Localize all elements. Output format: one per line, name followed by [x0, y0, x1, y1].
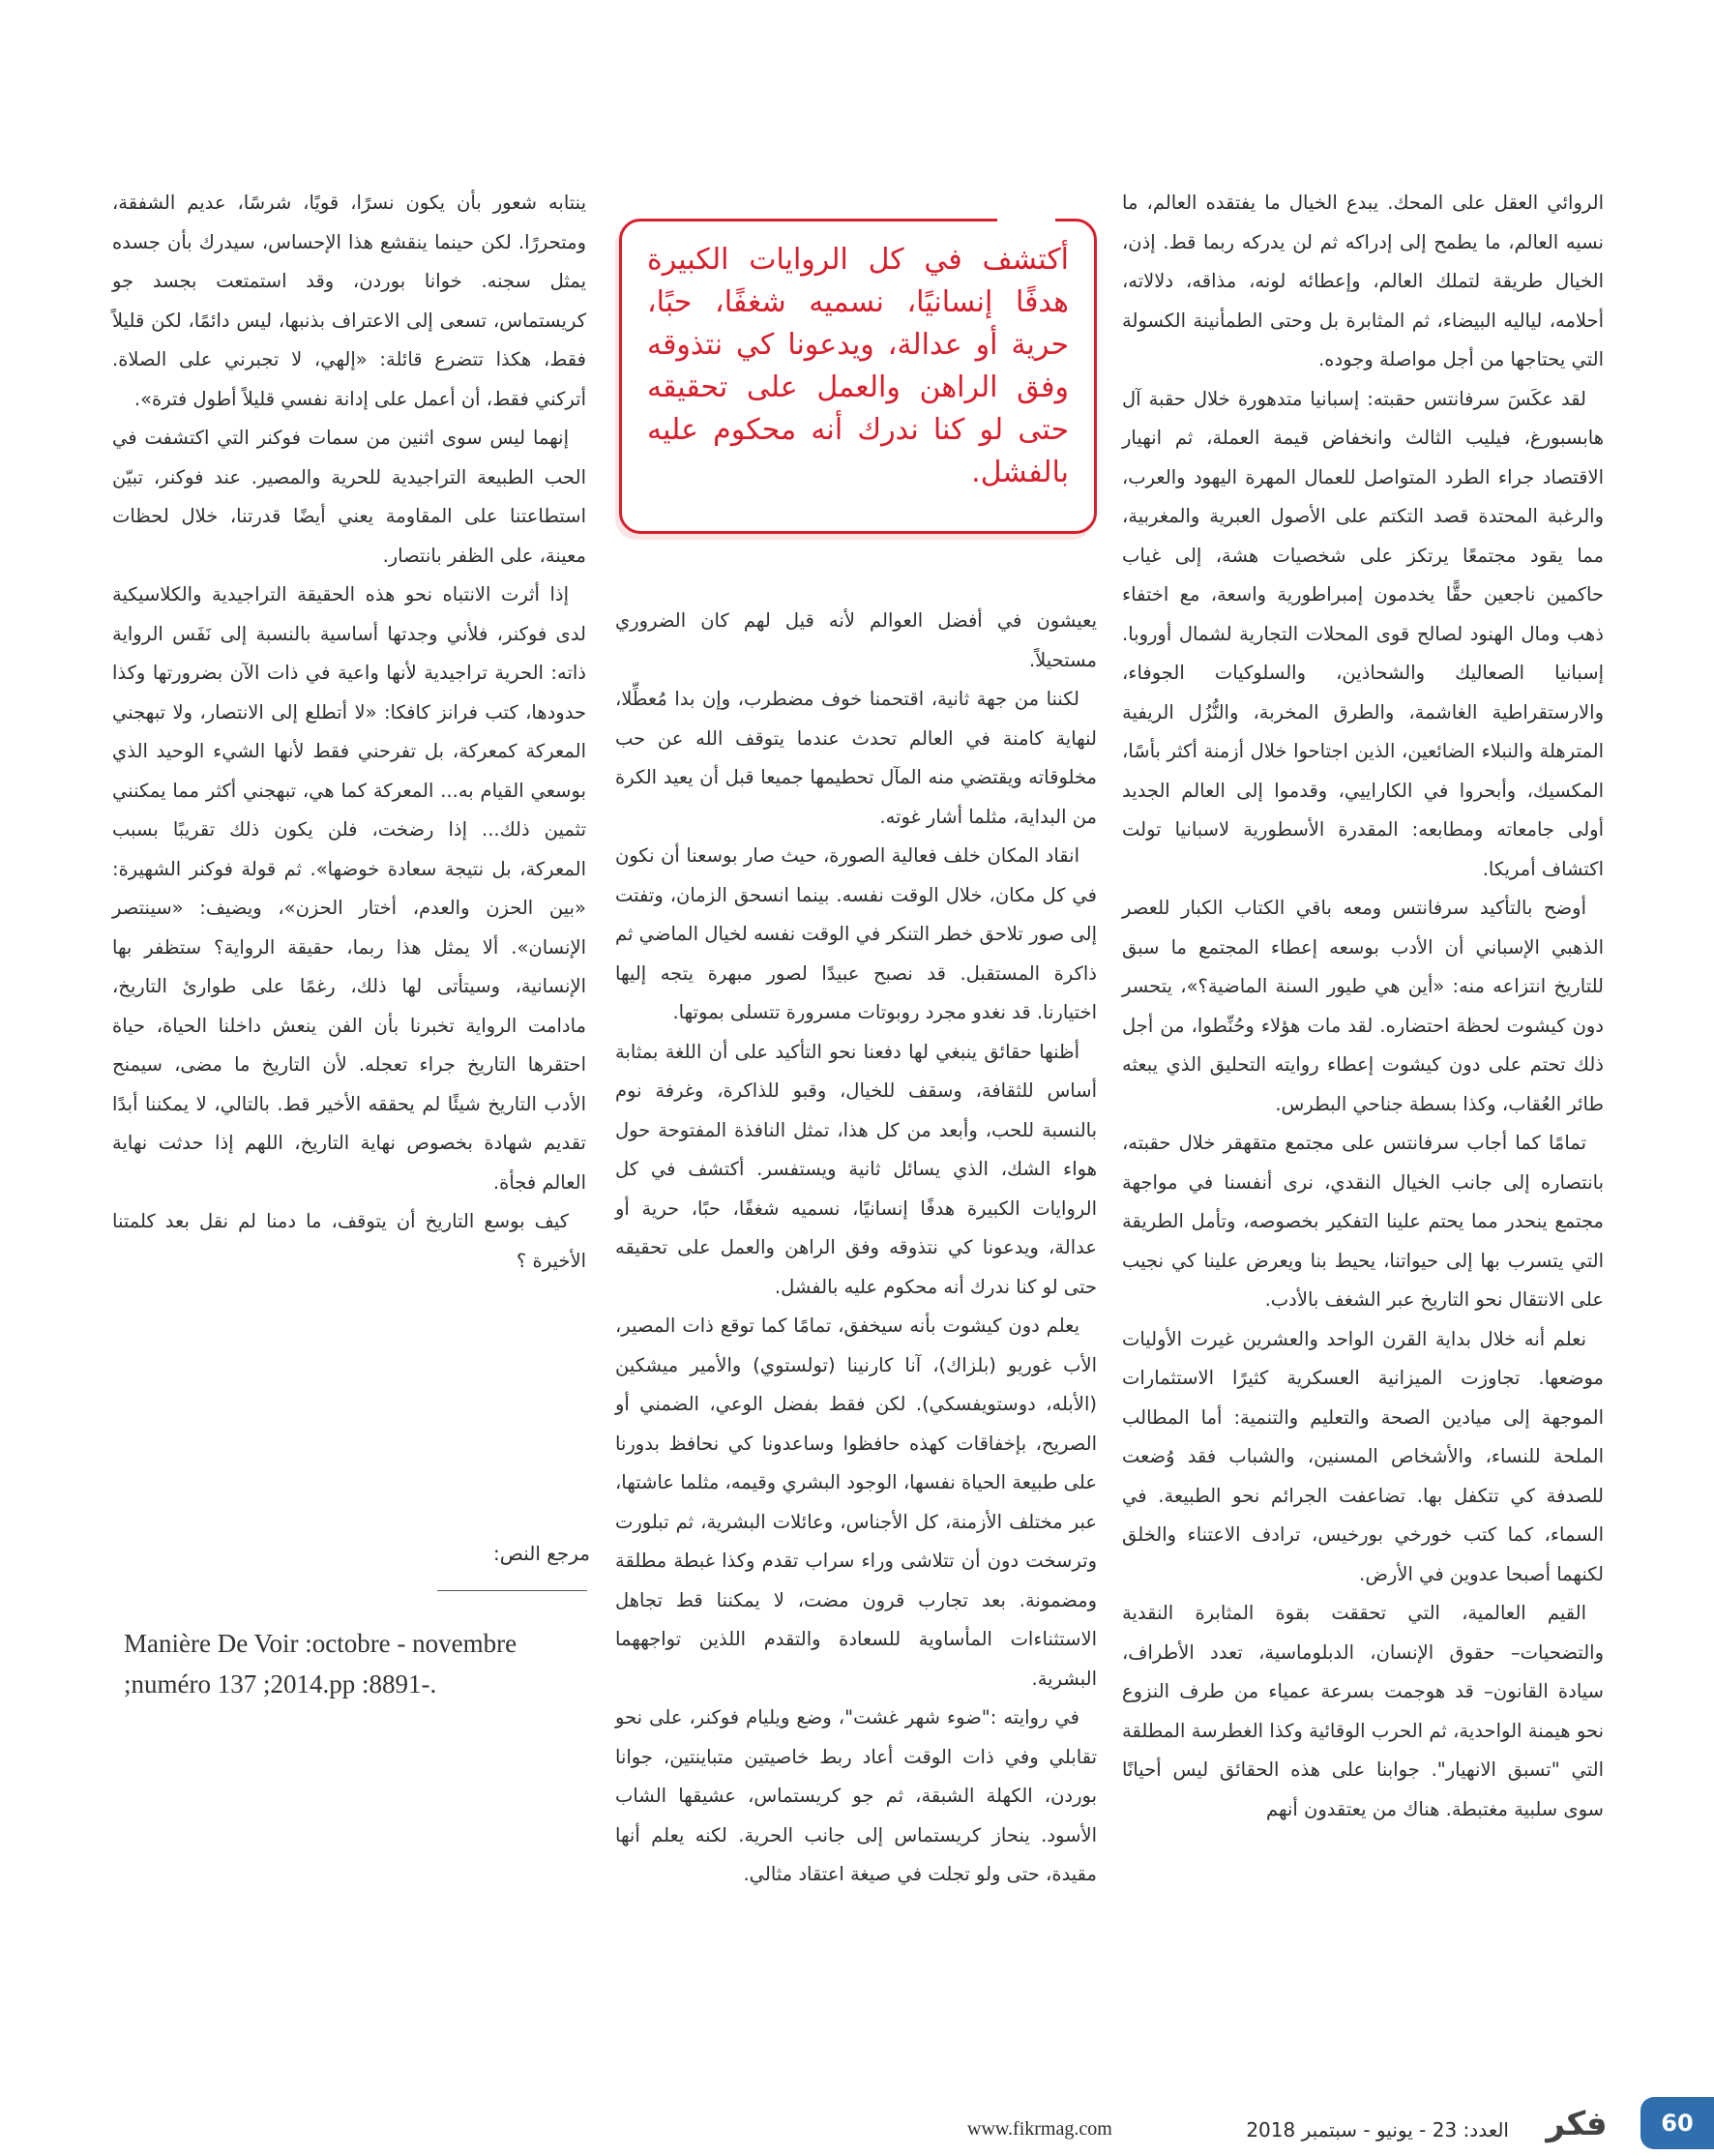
pull-quote-box [619, 219, 1097, 534]
paragraph: انقاد المكان خلف فعالية الصورة، حيث صار بوسعنا أن نكون في كل مكان، خلال الوقت نفسه. بينما انسحق الزمان، وتفتت إلى صور تلاحق خطر التنكر في الوقت نفسه لخيال الماضي ثم ذاكرة المستقبل. قد نصبح عبيدًا لصور مبهرة يتجه إليها اختيارنا. قد نغدو مجرد روبوتات مسرورة تتسلى بموتها. [615, 844, 1097, 1023]
page-number-badge [1640, 2097, 1714, 2149]
paragraph: في روايته :"ضوء شهر غشت"، وضع ويليام فوكنر، على نحو تقابلي وفي ذات الوقت أعاد ربط خاصيتين متباينتين، جوانا بوردن، الكهلة الشبقة، ثم جو كريستماس، عشيقها الشاب الأسود. ينحاز كريستماس إلى جانب الحرية. لكنه يعلم أنها مقيدة، حتى ولو تجلت في صيغة اعتقاد مثالي. [615, 1706, 1097, 1885]
article-column-right [1122, 184, 1604, 1829]
pull-quote-text: أكتشف في كل الروايات الكبيرة هدفًا إنسانيًا، نسميه شغفًا، حبًا، حرية أو عدالة، ويدعونا كي نتذوقه وفق الراهن والعمل على تحقيقه حتى لو كنا ندرك أنه محكوم عليه بالفشل. [647, 243, 1069, 489]
paragraph: إذا أثرت الانتباه نحو هذه الحقيقة التراجيدية والكلاسيكية لدى فوكنر، فلأني وجدتها أساسية بالنسبة إلى نَفَس الرواية ذاته: الحرية تراجيدية لأنها واعية في ذات الآن بضرورتها وكذا حدودها، كتب فرانز كافكا: «لا أتطلع إلى الانتصار، ولا تبهجني المعركة كمعركة، بل تفرحني فقط لأنها الشيء الوحيد الذي بوسعي القيام به... المعركة كما هي، تبهجني أكثر مما يمكنني تثمين ذلك... إذا رضخت، فلن يكون ذلك تقريبًا بسبب المعركة، بل نتيجة سعادة خوضها». ثم قولة فوكنر الشهيرة: «بين الحزن والعدم، أختار الحزن»، ويضيف: «سينتصر الإنسان». ألا يمثل هذا ربما، حقيقة الرواية؟ ستظفر بها الإنسانية، وسيتأتى لها ذلك، رغمًا على طوارئ التاريخ، مادامت الرواية تخبرنا بأن الفن ينعش داخلنا الحياة، حياة احتقرها التاريخ جراء تعجله. لأن التاريخ ما مضى، سيمنح الأدب التاريخ شيئًا لم يحققه الأخير قط. بالتالي، لا يمكننا أبدًا تقديم شهادة بخصوص نهاية التاريخ، اللهم إذا حدثت نهاية العالم فجأة. [112, 583, 586, 1194]
paragraph: تمامًا كما أجاب سرفانتس على مجتمع متقهقر خلال حقبته، بانتصاره إلى جانب الخيال النقدي، نرى أنفسنا في مواجهة مجتمع ينحدر مما يحتم علينا التفكير بخصوصه، وتأمل الطريقة التي يتسرب بها إلى حيواتنا، يحيط بنا ويعرض علينا كي نجيب على الانتقال نحو التاريخ عبر الشغف بالأدب. [1122, 1132, 1604, 1311]
paragraph: الروائي العقل على المحك. يبدع الخيال ما يفتقده العالم، ما نسيه العالم، ما يطمح إلى إدراكه ثم لن يدركه ربما قط. إذن، الخيال طريقة لتملك العالم، وإعطائه لونه، مذاقه، دلالاته، أحلامه، لياليه البيضاء، ثم المثابرة بل وحتى الطمأنينة الكسولة التي يحتاجها من أجل مواصلة وجوده. [1122, 192, 1604, 370]
paragraph: إنهما ليس سوى اثنين من سمات فوكنر التي اكتشفت في الحب الطبيعة التراجيدية للحرية والمصير. عند فوكنر، تبيّن استطاعتنا على المقاومة يعني أيضًا قدرتنا، خلال لحظات معينة، على الظفر بانتصار. [112, 427, 586, 567]
paragraph: كيف بوسع التاريخ أن يتوقف، ما دمنا لم نقل بعد كلمتنا الأخيرة ؟ [112, 1210, 586, 1272]
reference-divider [437, 1590, 587, 1591]
paragraph: لقد عكَسَ سرفانتس حقبته: إسبانيا متدهورة خلال حقبة آل هابسبورغ، فيليب الثالث وانخفاض قيمة العملة، ثم انهيار الاقتصاد جراء الطرد المتواصل للعمال المهرة اليهود والعرب، والرغبة المحتدة قصد التكتم على الأصول العبرية والمغربية، مما يقود مجتمعًا يرتكز على شخصيات هشة، إلى غياب حاكمين ناجعين حقًّا يخدمون إمبراطورية واسعة، مع اختفاء ذهب ومال الهنود لصالح قوى المحلات التجارية لشمال أوروبا. إسبانيا الصعاليك والشحاذين، والسلوكيات الجوفاء، والارستقراطية الغاشمة، والطرق المخربة، والنُّزُل الريفية المترهلة والنبلاء الضائعين، الذين اجتاحوا خلال أزمنة أكثر بأسًا، المكسيك، وأبحروا في الكاراييي، وقدموا إلى العالم الجديد أولى جامعاته ومطابعه: المقدرة الأسطورية لاسبانيا تولت اكتشاف أمريكا. [1122, 387, 1604, 880]
paragraph: أظنها حقائق ينبغي لها دفعنا نحو التأكيد على أن اللغة بمثابة أساس للثقافة، وسقف للخيال، وقبو للذاكرة، وغرفة نوم بالنسبة للحب، وأبعد من كل هذا، تمثل النافذة المفتوحة حول هواء الشك، الذي يسائل ثانية ويستفسر. أكتشف في كل الروايات الكبيرة هدفًا إنسانيًا، نسميه شغفًا، حبًا، حرية أو عدالة، ويدعونا كي نتذوقه وفق الراهن والعمل على تحقيقه حتى لو كنا ندرك أنه محكوم عليه بالفشل. [615, 1040, 1097, 1298]
footer-website-link[interactable]: www.fikrmag.com [967, 2118, 1112, 2140]
footer-issue-info: العدد: 23 - يونيو - سبتمبر 2018 [1246, 2118, 1509, 2141]
article-column-middle [615, 602, 1097, 1895]
reference-citation: Manière De Voir :octobre - novembre ;numéro 137 ;2014.pp :8891-. [124, 1629, 517, 1698]
reference-label: مرجع النص: [492, 1542, 590, 1565]
paragraph: ينتابه شعور بأن يكون نسرًا، قويًا، شرسًا، عديم الشفقة، ومتحررًا. لكن حينما ينقشع هذا الإحساس، سيدرك بأن جسده يمثل سجنه. خوانا بوردن، وقد استمتعت بجسد جو كريستماس، تسعى إلى الاعتراف بذنبها، ليس دائمًا، لكن قليلاً فقط، هكذا تتضرع قائلة: «إلهي، لا تجبرني على الصلاة. أتركني فقط، أن أعمل على إدانة نفسي قليلاً أطول فترة». [112, 192, 586, 410]
paragraph: أوضح بالتأكيد سرفانتس ومعه باقي الكتاب الكبار للعصر الذهبي الإسباني أن الأدب بوسعه إعطاء المجتمع ما سبق للتاريخ انتزاعه منه: «أين هي طيور السنة الماضية؟»، يتحسر دون كيشوت لحظة احتضاره. لقد مات هؤلاء وحُنِّطوا، من أجل ذلك تحتم على دون كيشوت إعطاء روايته التحليق الذي يبعثه طائر العُقاب، وكذا بسطة جناحي البطرس. [1122, 897, 1604, 1115]
magazine-logo: فكر [1546, 2105, 1608, 2143]
paragraph: يعيشون في أفضل العوالم لأنه قيل لهم كان الضروري مستحيلاً. [615, 609, 1097, 671]
paragraph: يعلم دون كيشوت بأنه سيخفق، تمامًا كما توقع ذات المصير، الأب غوريو (بلزاك)، آنا كارنينا (تولستوي) والأمير ميشكين (الأبله، دوستويفسكي). لكن فقط بفضل الوعي، الضمني أو الصريح، بإخفاقات كهذه حافظوا وساعدونا كي نحافظ بدورنا على طبيعة الحياة نفسها، الوجود البشري وقيمه، مثلما عاشتها، عبر مختلف الأزمنة، كل الأجناس، وعائلات البشرية، ثم تبلورت وترسخت دون أن تتلاشى وراء سراب تقدم وكذا غبطة مطلقة ومضمونة. بعد تجارب قرون مضت، لا يمكننا قط تجاهل الاستثناءات المأساوية للسعادة والتقدم اللذين تواجههما البشرية. [615, 1314, 1097, 1690]
article-column-left [112, 184, 586, 1281]
paragraph: لكننا من جهة ثانية، اقتحمنا خوف مضطرب، وإن بدا مُعطِّلا، لنهاية كامنة في العالم تحدث عندما يتوقف الله عن حب مخلوقاته ويقتضي منه المآل تحطيمها جميعا قبل أن يعيد الكرة من البداية، مثلما أشار غوته. [615, 688, 1097, 828]
paragraph: نعلم أنه خلال بداية القرن الواحد والعشرين غيرت الأوليات موضعها. تجاوزت الميزانية العسكرية كثيرًا الاستثمارات الموجهة إلى ميادين الصحة والتعليم والتنمية: أما المطالب الملحة للنساء، والأشخاص المسنين، والشباب فقد وُضعت للصدفة كي تتكفل بها. تضاعفت الجرائم نحو الطبيعة. في السماء، كما كتب خورخي بورخيس، ترادف الاعتناء والخلق لكنهما أصبحا عدوين في الأرض. [1122, 1327, 1604, 1585]
paragraph: القيم العالمية، التي تحققت بقوة المثابرة النقدية والتضحيات– حقوق الإنسان، الدبلوماسية، تعدد الأطراف، سيادة القانون– قد هوجمت بسرعة عمياء من طرف النزوع نحو هيمنة الواحدية، ثم الحرب الوقائية وكذا الغطرسة المطلقة التي "تسبق الانهيار". جوابنا على هذه الحقائق ليس أحيانًا سوى سلبية مغتبطة. هناك من يعتقدون أنهم [1122, 1602, 1604, 1820]
page-number: 60 [1661, 2110, 1694, 2137]
